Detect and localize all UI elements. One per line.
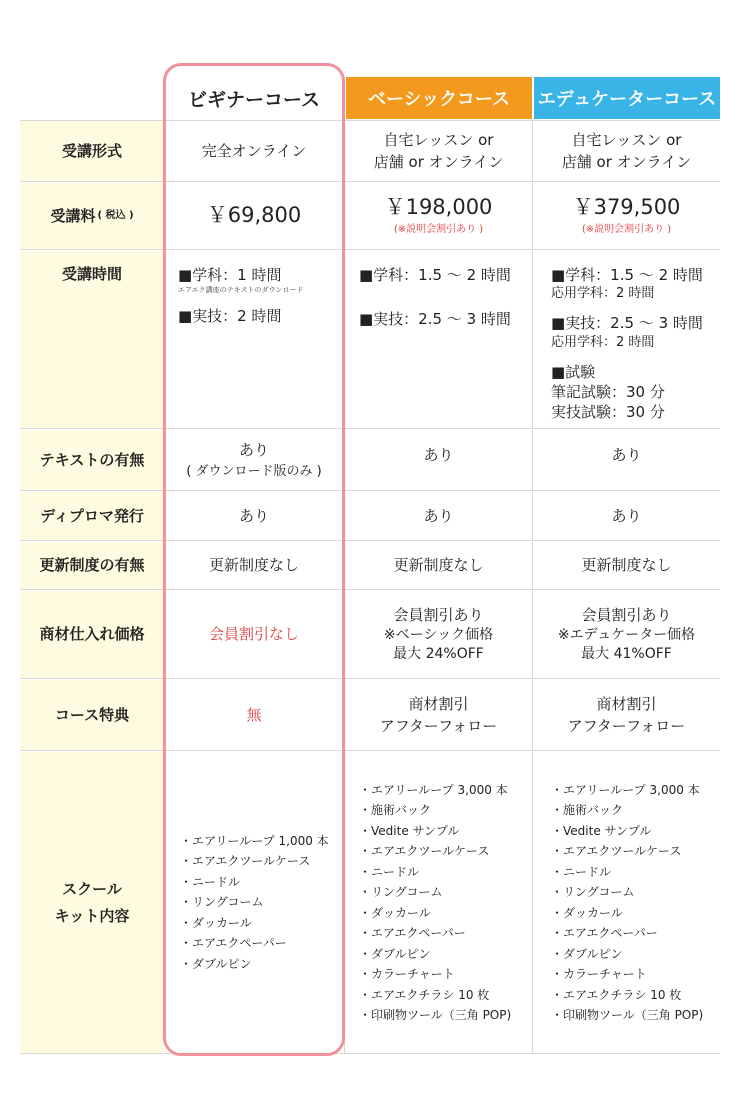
kit-beginner	[164, 752, 344, 1053]
goods-educator-line3: 最大 41%OFF	[581, 645, 672, 662]
kit-item: ・ニードル	[551, 864, 612, 879]
kit-item: ・Vedite サンプル	[359, 823, 460, 838]
kit-item: ・ダッカール	[359, 905, 431, 920]
header-educator-course: エデュケーターコース	[534, 77, 720, 119]
format-beginner: 完全オンライン	[201, 141, 307, 160]
fee-educator	[532, 183, 720, 249]
time-beginner	[164, 251, 344, 428]
kit-beginner-list	[180, 831, 329, 975]
kit-item: ・ダッカール	[180, 915, 252, 930]
label-fee-main: 受講料	[50, 206, 96, 225]
label-kit-line1: スクール	[62, 879, 122, 898]
format-basic-line2: 店舗 or オンライン	[373, 153, 504, 171]
benefit-educator-line1: 商材割引	[596, 694, 657, 713]
kit-item: ・エアエクツールケース	[359, 844, 490, 858]
label-fee-tax: ( 税込 )	[97, 210, 134, 221]
time-educator-exam-practical: 実技試験：30 分	[551, 403, 665, 422]
kit-item: ・ダブルピン	[359, 946, 431, 961]
row-fee	[20, 183, 720, 250]
header-beginner-course: ビギナーコース	[187, 88, 321, 111]
kit-item: ・ニードル	[180, 874, 241, 889]
goods-educator-line1: 会員割引あり	[581, 606, 672, 625]
time-educator-theory-sub: 応用学科：2 時間	[551, 286, 655, 302]
kit-item: ・エアエクツールケース	[551, 844, 682, 858]
kit-basic	[344, 752, 532, 1053]
goods-basic-line3: 最大 24%OFF	[393, 645, 484, 662]
kit-item: ・ダブルピン	[180, 956, 252, 971]
time-basic-theory: ■学科：1.5 〜 2 時間	[359, 266, 511, 284]
time-educator	[532, 251, 720, 428]
goods-basic-line1: 会員割引あり	[393, 606, 484, 625]
kit-item: ・リングコーム	[551, 885, 635, 899]
format-educator-line1: 自宅レッスン or	[571, 130, 682, 149]
fee-educator-price: ￥379,500	[572, 194, 681, 219]
benefit-basic-line2: アフターフォロー	[379, 717, 498, 735]
fee-basic	[344, 183, 532, 249]
kit-educator-list	[551, 780, 703, 1026]
benefit-educator-line2: アフターフォロー	[567, 717, 686, 735]
diploma-beginner: あり	[238, 506, 269, 525]
renewal-beginner: 更新制度なし	[208, 556, 299, 575]
kit-basic-list	[359, 780, 511, 1026]
format-educator-line2: 店舗 or オンライン	[561, 153, 692, 171]
kit-item: ・エアエクペーパー	[551, 926, 658, 940]
time-basic	[344, 251, 532, 428]
kit-educator	[532, 752, 720, 1053]
row-goods-price	[20, 591, 720, 679]
goods-basic-line2: ※ベーシック価格	[383, 626, 494, 643]
label-renewal: 更新制度の有無	[20, 542, 164, 589]
kit-item: ・印刷物ツール（三角 POP)	[359, 1008, 512, 1022]
kit-item: ・リングコーム	[359, 885, 443, 899]
kit-item: ・エアエクツールケース	[180, 854, 311, 869]
kit-item: ・Vedite サンプル	[551, 823, 652, 838]
time-educator-practice-sub: 応用学科：2 時間	[551, 334, 655, 350]
diploma-educator: あり	[532, 492, 720, 540]
renewal-educator: 更新制度なし	[532, 542, 720, 589]
kit-item: ・施術バック	[359, 803, 432, 817]
label-diploma: ディプロマ発行	[20, 492, 164, 540]
goods-educator-line2: ※エデュケーター価格	[557, 626, 696, 643]
label-goods-price: 商材仕入れ価格	[20, 591, 164, 678]
text-educator: あり	[532, 430, 720, 490]
row-text	[20, 430, 720, 491]
kit-item: ・ダブルピン	[551, 946, 623, 961]
kit-item: ・エアリーループ 3,000 本	[551, 782, 700, 797]
time-basic-practice: ■実技：2.5 〜 3 時間	[359, 310, 511, 329]
time-educator-practice: ■実技：2.5 〜 3 時間	[551, 314, 703, 333]
kit-item: ・印刷物ツール（三角 POP)	[551, 1008, 704, 1022]
label-time: 受講時間	[20, 251, 164, 428]
time-educator-exam: ■試験	[551, 362, 596, 381]
header-basic-course: ベーシックコース	[346, 77, 532, 119]
row-benefit	[20, 680, 720, 751]
diploma-basic: あり	[344, 492, 532, 540]
time-educator-theory: ■学科：1.5 〜 2 時間	[551, 266, 703, 284]
row-kit	[20, 752, 720, 1054]
kit-item: ・施術バック	[551, 803, 624, 817]
goods-educator	[532, 591, 720, 678]
kit-item: ・エアリーループ 1,000 本	[180, 833, 329, 848]
label-kit-line2: キット内容	[54, 906, 130, 925]
row-format	[20, 120, 720, 182]
goods-beginner: 会員割引なし	[208, 625, 299, 644]
time-educator-exam-written: 筆記試験：30 分	[551, 383, 665, 402]
text-beginner-line1: あり	[238, 441, 269, 459]
benefit-basic	[344, 680, 532, 750]
renewal-basic: 更新制度なし	[344, 542, 532, 589]
label-kit	[20, 752, 164, 1053]
row-time	[20, 251, 720, 429]
row-diploma	[20, 492, 720, 541]
kit-item: ・ニードル	[359, 864, 420, 879]
benefit-educator	[532, 680, 720, 750]
time-beginner-theory: ■学科：1 時間	[178, 266, 282, 284]
time-beginner-practice: ■実技：2 時間	[178, 307, 282, 326]
kit-item: ・エアエクチラシ 10 枚	[551, 987, 682, 1002]
benefit-basic-line1: 商材割引	[408, 694, 469, 713]
row-renewal	[20, 542, 720, 590]
fee-basic-price: ￥198,000	[384, 194, 493, 219]
kit-item: ・リングコーム	[180, 895, 264, 910]
goods-basic	[344, 591, 532, 678]
kit-item: ・ダッカール	[551, 905, 623, 920]
kit-item: ・エアエクチラシ 10 枚	[359, 987, 490, 1002]
label-text: テキストの有無	[20, 430, 164, 490]
fee-beginner	[164, 183, 344, 249]
fee-beginner-price: ￥69,800	[206, 203, 302, 228]
time-beginner-theory-note: エアエク講座のテキストのダウンロード	[178, 286, 304, 295]
label-format: 受講形式	[20, 121, 164, 181]
kit-item: ・エアエクペーパー	[359, 926, 466, 940]
text-beginner-line2: ( ダウンロード版のみ )	[186, 463, 322, 479]
kit-item: ・カラーチャート	[359, 967, 455, 981]
fee-educator-note: (※説明会割引あり )	[581, 224, 672, 236]
text-basic: あり	[344, 430, 532, 490]
fee-basic-note: (※説明会割引あり )	[393, 224, 484, 236]
format-basic-line1: 自宅レッスン or	[383, 130, 494, 149]
format-educator	[532, 121, 720, 181]
text-beginner	[164, 430, 344, 490]
format-basic	[344, 121, 532, 181]
label-benefit: コース特典	[20, 680, 164, 750]
label-fee	[20, 183, 164, 249]
benefit-beginner: 無	[246, 705, 262, 724]
kit-item: ・エアリーループ 3,000 本	[359, 782, 508, 797]
kit-item: ・カラーチャート	[551, 967, 647, 981]
kit-item: ・エアエクペーパー	[180, 936, 287, 951]
